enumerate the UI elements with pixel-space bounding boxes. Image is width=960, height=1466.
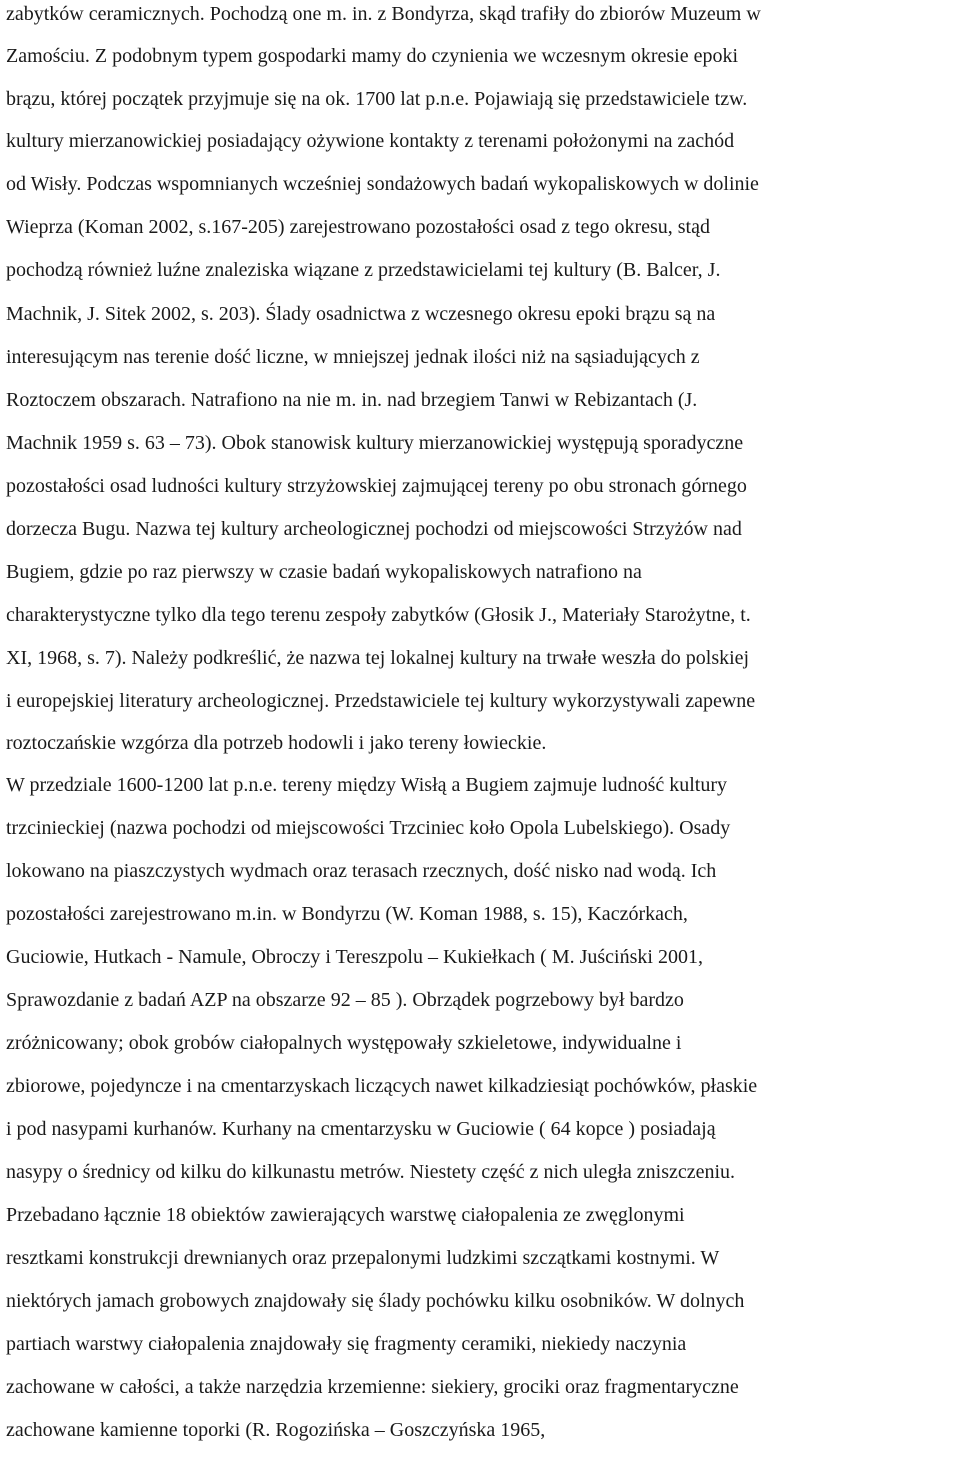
text-line: Zamościu. Z podobnym typem gospodarki mamy do czynienia we wczesnym okresie epoki [6, 45, 739, 67]
text-line: zachowane w całości, a także narzędzia krzemienne: siekiery, grociki oraz fragmentaryczne [6, 1376, 739, 1398]
text-line: Sprawozdanie z badań AZP na obszarze 92 ‒ 85 ). Obrządek pogrzebowy był bardzo [6, 989, 684, 1011]
text-line: Przebadano łącznie 18 obiektów zawierających warstwę ciałopalenia ze zwęglonymi [6, 1204, 685, 1226]
text-line: interesującym nas terenie dość liczne, w mniejszej jednak ilości niż na sąsiadujących z [6, 346, 700, 368]
text-line: Machnik, J. Sitek 2002, s. 203). Ślady osadnictwa z wczesnego okresu epoki brązu są na [6, 303, 716, 325]
text-line: nasypy o średnicy od kilku do kilkunastu metrów. Niestety część z nich uległa zniszczeniu. [6, 1161, 736, 1183]
text-line: i pod nasypami kurhanów. Kurhany na cmentarzysku w Guciowie ( 64 kopce ) posiadają [6, 1118, 716, 1140]
text-line: partiach warstwy ciałopalenia znajdowały się fragmenty ceramiki, niekiedy naczynia [6, 1333, 687, 1355]
text-line: pochodzą również luźne znaleziska wiązane z przedstawicielami tej kultury (B. Balcer, J. [6, 259, 721, 281]
text-line: trzcinieckiej (nazwa pochodzi od miejscowości Trzciniec koło Opola Lubelskiego). Osady [6, 817, 731, 839]
text-line: niektórych jamach grobowych znajdowały się ślady pochówku kilku osobników. W dolnych [6, 1290, 745, 1312]
text-line: zróżnicowany; obok grobów ciałopalnych występowały szkieletowe, indywidualne i [6, 1032, 682, 1054]
text-line: roztoczańskie wzgórza dla potrzeb hodowli i jako tereny łowieckie. [6, 732, 547, 754]
text-line: kultury mierzanowickiej posiadający ożywione kontakty z terenami położonymi na zachód [6, 130, 735, 152]
text-line: resztkami konstrukcji drewnianych oraz przepalonymi ludzkimi szczątkami kostnymi. W [6, 1247, 720, 1269]
text-line: charakterystyczne tylko dla tego terenu zespoły zabytków (Głosik J., Materiały Starożytne, t. [6, 604, 751, 626]
text-line: i europejskiej literatury archeologicznej. Przedstawiciele tej kultury wykorzystywali zapewne [6, 690, 756, 712]
text-line: zachowane kamienne toporki (R. Rogozińska ‒ Goszczyńska 1965, [6, 1419, 546, 1441]
text-line: Guciowie, Hutkach - Namule, Obroczy i Tereszpolu ‒ Kukiełkach ( M. Juściński 2001, [6, 946, 703, 968]
text-line: brązu, której początek przyjmuje się na ok. 1700 lat p.n.e. Pojawiają się przedstawiciele tzw. [6, 88, 748, 110]
text-line: XI, 1968, s. 7). Należy podkreślić, że nazwa tej lokalnej kultury na trwałe weszła do polskiej [6, 647, 750, 669]
text-line: Roztoczem obszarach. Natrafiono na nie m. in. nad brzegiem Tanwi w Rebizantach (J. [6, 389, 698, 411]
text-line: Wieprza (Koman 2002, s.167-205) zarejestrowano pozostałości osad z tego okresu, stąd [6, 216, 710, 238]
text-line: zbiorowe, pojedyncze i na cmentarzyskach liczących nawet kilkadziesiąt pochówków, płaskie [6, 1075, 758, 1097]
text-line: Bugiem, gdzie po raz pierwszy w czasie badań wykopaliskowych natrafiono na [6, 561, 642, 583]
text-line: W przedziale 1600-1200 lat p.n.e. tereny między Wisłą a Bugiem zajmuje ludność kultury [6, 774, 728, 796]
text-line: dorzecza Bugu. Nazwa tej kultury archeologicznej pochodzi od miejscowości Strzyżów nad [6, 518, 742, 540]
text-line: pozostałości osad ludności kultury strzyżowskiej zajmującej tereny po obu stronach górnego [6, 475, 747, 497]
text-line: pozostałości zarejestrowano m.in. w Bondyrzu (W. Koman 1988, s. 15), Kaczórkach, [6, 903, 688, 925]
text-line: lokowano na piaszczystych wydmach oraz terasach rzecznych, dość nisko nad wodą. Ich [6, 860, 717, 882]
text-line: Machnik 1959 s. 63 ‒ 73). Obok stanowisk kultury mierzanowickiej występują sporadyczne [6, 432, 744, 454]
text-line: zabytków ceramicznych. Pochodzą one m. in. z Bondyrza, skąd trafiły do zbiorów Muzeum w [6, 3, 761, 25]
text-line: od Wisły. Podczas wspomnianych wcześniej sondażowych badań wykopaliskowych w dolinie [6, 173, 759, 195]
